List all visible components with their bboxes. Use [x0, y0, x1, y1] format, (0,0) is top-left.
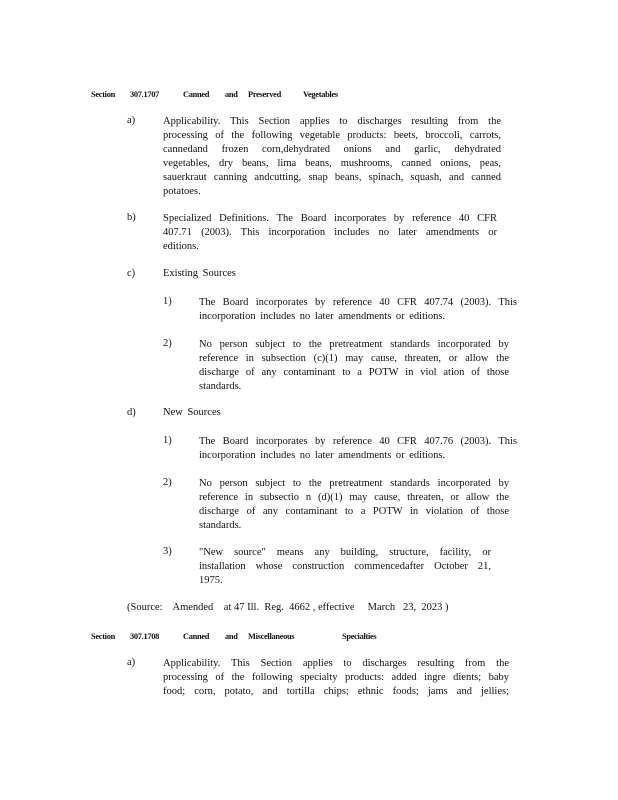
- text-line: No person subject to the pretreatment standards incorporated by: [199, 478, 509, 489]
- new-sources-prohibition: [199, 477, 509, 533]
- text-line: Specialized Definitions. The Board incorporates by reference 40 CFR: [163, 213, 497, 224]
- new-sources-heading: New Sources: [163, 407, 221, 418]
- item-label: b): [127, 212, 136, 223]
- sub-item-label: 1): [163, 435, 172, 446]
- text-line: 1975.: [199, 575, 223, 586]
- sub-item-label: 1): [163, 296, 172, 307]
- text-line: The Board incorporates by reference 40 CFR 407.76 (2003). This: [199, 436, 517, 447]
- definitions-paragraph: [163, 212, 497, 254]
- text-line: discharge of any contaminant to a POTW in viol ation of those: [199, 367, 509, 378]
- text-line: incorporation includes no later amendments or editions.: [199, 450, 446, 461]
- item-label: d): [127, 407, 136, 418]
- text-line: sauerkraut canning andcutting, snap beans, spinach, squash, and canned: [163, 172, 501, 183]
- text-line: "New source" means any building, structure, facility, or: [199, 547, 491, 558]
- text-line: 407.71 (2003). This incorporation includes no later amendments or: [163, 227, 497, 238]
- text-line: No person subject to the pretreatment standards incorporated by: [199, 339, 509, 350]
- text-line: editions.: [163, 241, 199, 252]
- existing-sources-prohibition: [199, 338, 509, 394]
- section-title-word: and: [225, 632, 238, 641]
- text-line: food; corn, potato, and tortilla chips; ethnic foods; jams and jellies;: [163, 686, 509, 697]
- text-line: standards.: [199, 520, 242, 531]
- text-line: reference in subsection (c)(1) may cause, threaten, or allow the: [199, 353, 509, 364]
- sub-item-label: 2): [163, 338, 172, 349]
- text-line: reference in subsectio n (d)(1) may cause, threaten, or allow the: [199, 492, 509, 503]
- section-1708-heading: [91, 632, 376, 641]
- item-label: a): [127, 115, 136, 126]
- text-line: installation whose construction commencedafter October 21,: [199, 561, 491, 572]
- section-number: 307.1707: [130, 90, 160, 99]
- new-source-definition: [199, 546, 491, 588]
- text-line: The Board incorporates by reference 40 CFR 407.74 (2003). This: [199, 297, 517, 308]
- section-title-word: Canned: [183, 632, 210, 641]
- section-title-word: Canned: [183, 90, 210, 99]
- section-title-word: Preserved: [248, 90, 281, 99]
- text-line: incorporation includes no later amendments or editions.: [199, 311, 446, 322]
- section-title-word: Vegetables: [303, 90, 338, 99]
- section-number: 307.1708: [130, 632, 160, 641]
- existing-sources-incorporation: [199, 296, 517, 324]
- text-line: vegetables, dry beans, lima beans, mushrooms, canned onions, peas,: [163, 158, 501, 169]
- source-note: (Source: Amended at 47 Ill. Reg. 4662 , effective March 23, 2023 ): [127, 602, 449, 613]
- section-label: Section: [91, 632, 115, 641]
- item-label: a): [127, 657, 136, 668]
- text-line: Applicability. This Section applies to discharges resulting from the: [163, 658, 509, 669]
- section-title-word: Specialties: [342, 632, 377, 641]
- section-title-word: and: [225, 90, 238, 99]
- section-1707-heading: [91, 90, 338, 99]
- new-sources-incorporation: [199, 435, 517, 463]
- sub-item-label: 2): [163, 477, 172, 488]
- text-line: Applicability. This Section applies to discharges resulting from the: [163, 116, 501, 127]
- text-line: processing of the following specialty products: added ingre dients; baby: [163, 672, 509, 683]
- sub-item-label: 3): [163, 546, 172, 557]
- applicability-paragraph: [163, 657, 509, 699]
- item-label: c): [127, 268, 136, 279]
- text-line: potatoes.: [163, 186, 201, 197]
- section-label: Section: [91, 90, 115, 99]
- existing-sources-heading: Existing Sources: [163, 268, 236, 279]
- text-line: cannedand frozen corn,dehydrated onions and garlic, dehydrated: [163, 144, 501, 155]
- text-line: processing of the following vegetable products: beets, broccoli, carrots,: [163, 130, 501, 141]
- text-line: standards.: [199, 381, 242, 392]
- applicability-paragraph: [163, 115, 501, 199]
- text-line: discharge of any contaminant to a POTW in violation of those: [199, 506, 509, 517]
- section-title-word: Miscellaneous: [248, 632, 295, 641]
